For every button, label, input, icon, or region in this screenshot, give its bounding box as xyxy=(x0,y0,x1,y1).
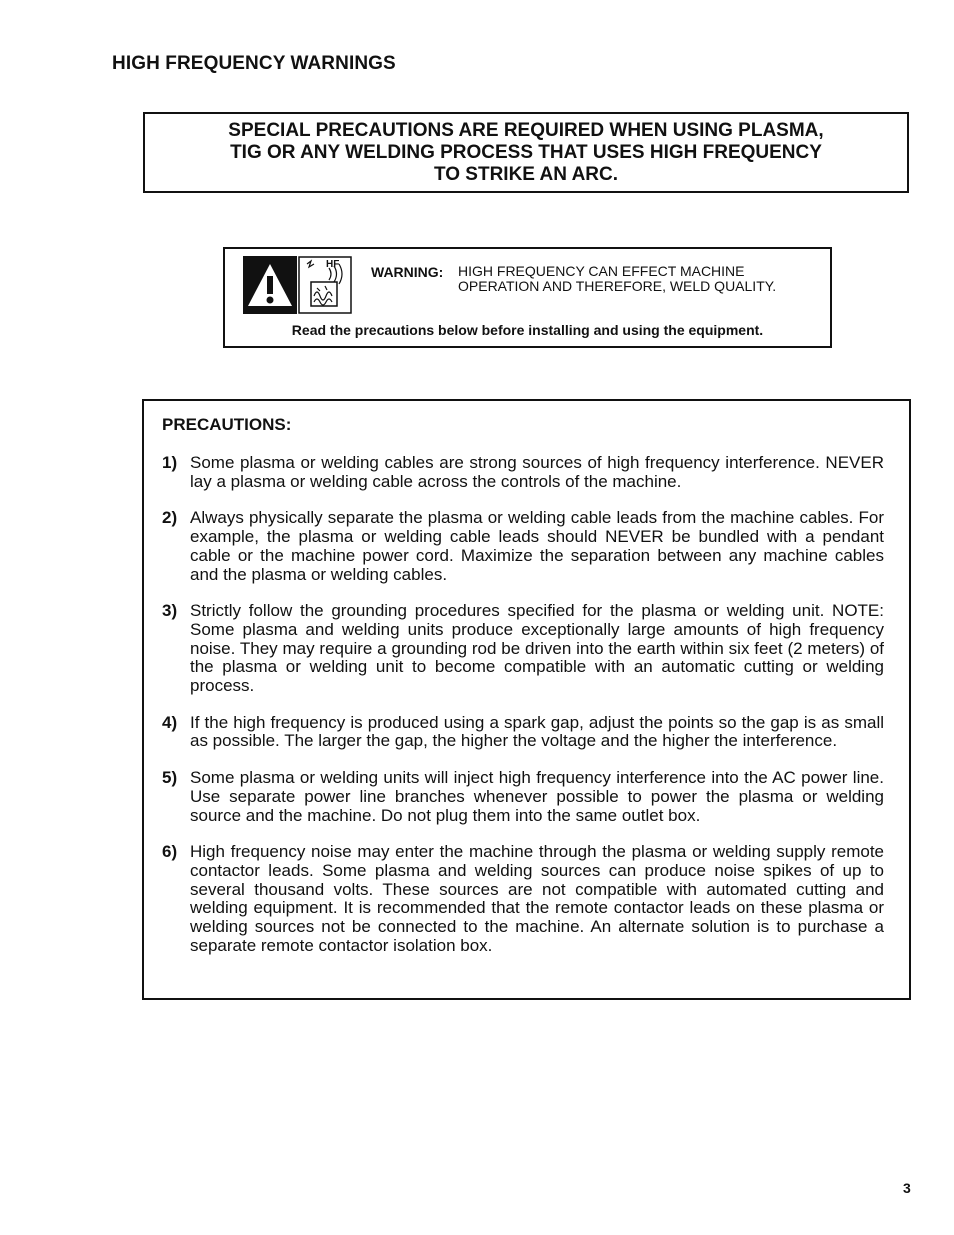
precautions-box xyxy=(142,399,911,1000)
list-item xyxy=(162,509,884,584)
special-precautions-box xyxy=(143,112,909,193)
item-number: 1) xyxy=(162,453,178,472)
special-line-1: SPECIAL PRECAUTIONS ARE REQUIRED WHEN USING PLASMA, xyxy=(228,119,824,141)
warning-icons xyxy=(243,256,353,314)
warning-label: WARNING: xyxy=(371,264,444,280)
list-item xyxy=(162,769,884,825)
precautions-title: PRECAUTIONS: xyxy=(162,415,292,434)
item-text: Always physically separate the plasma or welding cable leads from the machine cables. For example, the plasma or welding cable leads should NEVER be bundled with a pendant cable or the machine power cord. Maximize the separation between any machine cables and the plasma or welding cables. xyxy=(190,508,884,584)
item-text: Some plasma or welding cables are strong sources of high frequency interference. NEVER lay a plasma or welding cable across the controls of the machine. xyxy=(190,453,884,491)
list-item xyxy=(162,454,884,491)
list-item xyxy=(162,714,884,751)
hf-mark: HF xyxy=(326,259,340,270)
warning-box xyxy=(223,247,832,348)
high-frequency-icon xyxy=(299,257,351,313)
item-text: High frequency noise may enter the machine through the plasma or welding supply remote contactor leads. Some plasma and welding sources can produce noise spikes of up to several thousand volts. These sources are not compatible with automated cutting and welding equipment. It is recommended that the remote contactor leads on these plasma or welding sources not be connected to the machine. An alternate solution is to purchase a separate remote contactor isolation box. xyxy=(190,842,884,955)
warning-text xyxy=(458,264,776,294)
list-item xyxy=(162,843,884,955)
item-text: Strictly follow the grounding procedures specified for the plasma or welding unit. NOTE: Some plasma and welding units produce exceptionally large amounts of high frequency noise. They may require a grounding rod be driven into the earth within six feet (2 meters) of the plasma or welding unit to become compatible with an automatic cutting or welding process. xyxy=(190,601,884,696)
item-text: Some plasma or welding units will inject high frequency interference into the AC power line. Use separate power line branches whenever possible to power the plasma or welding source and the machine. Do not plug them into the same outlet box. xyxy=(190,768,884,825)
item-number: 5) xyxy=(162,768,178,788)
special-line-2: TIG OR ANY WELDING PROCESS THAT USES HIGH FREQUENCY xyxy=(230,141,822,163)
precautions-list xyxy=(162,454,884,973)
warning-triangle-icon xyxy=(243,256,297,314)
read-precautions-note: Read the precautions below before installing and using the equipment. xyxy=(291,322,764,338)
page-heading: HIGH FREQUENCY WARNINGS xyxy=(112,53,396,74)
item-number: 2) xyxy=(162,508,178,528)
item-text: If the high frequency is produced using a spark gap, adjust the points so the gap is as small as possible. The larger the gap, the higher the voltage and the higher the interference. xyxy=(190,712,884,751)
warning-text-line-2: OPERATION AND THEREFORE, WELD QUALITY. xyxy=(458,278,777,294)
item-number: 6) xyxy=(162,842,178,862)
item-number: 4) xyxy=(162,712,178,732)
page-number: 3 xyxy=(903,1180,911,1196)
item-number: 3) xyxy=(162,601,178,621)
list-item xyxy=(162,602,884,696)
warning-text-line-1: HIGH FREQUENCY CAN EFFECT MACHINE xyxy=(458,263,745,279)
special-line-3: TO STRIKE AN ARC. xyxy=(433,163,619,185)
